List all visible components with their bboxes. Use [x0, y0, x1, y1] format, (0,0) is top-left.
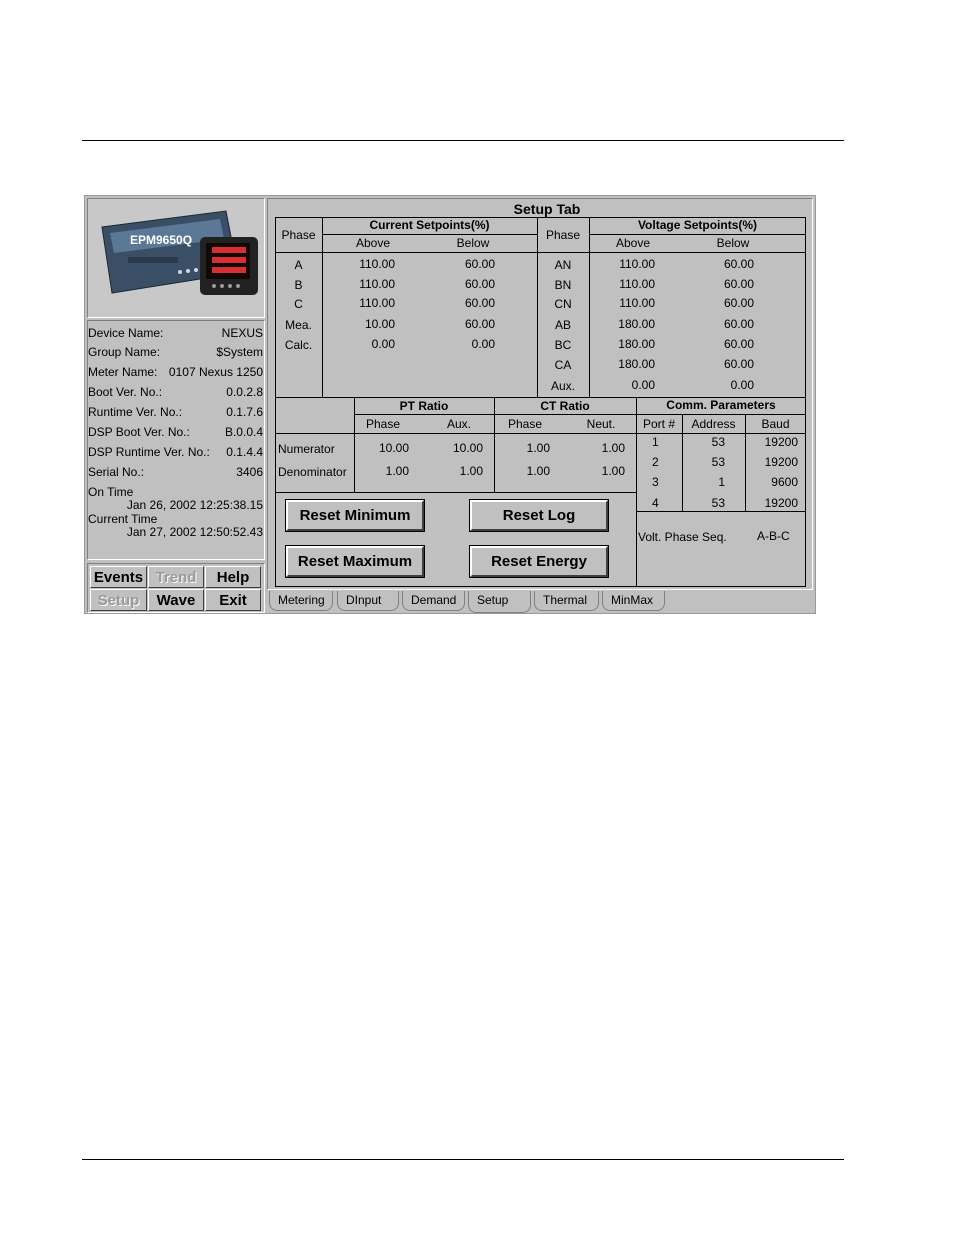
device-info-label: Boot Ver. No.: — [88, 385, 163, 399]
header-rule — [82, 140, 844, 141]
ct-neut-header: Neut. — [586, 417, 616, 431]
device-info-value: 0.0.2.8 — [226, 385, 263, 399]
voltage-above-cell: 110.00 — [619, 257, 655, 271]
comm-address-header: Address — [691, 417, 736, 431]
comm-port-header: Port # — [642, 417, 675, 431]
current-above-cell: 0.00 — [371, 337, 395, 351]
ratio-row-label: Denominator — [278, 465, 347, 479]
voltage-below-cell: 60.00 — [723, 317, 754, 331]
current-below-cell: 60.00 — [464, 257, 495, 271]
current-phase-header: Phase — [281, 228, 316, 242]
voltage-above-cell: 110.00 — [619, 277, 655, 291]
pt-aux-cell: 1.00 — [459, 464, 483, 478]
device-info-label: Runtime Ver. No.: — [88, 405, 183, 419]
ct-phase-header: Phase — [507, 417, 543, 431]
help-button[interactable]: Help — [205, 566, 261, 588]
current-above-cell: 10.00 — [364, 317, 395, 331]
tab-dinput[interactable]: DInput — [337, 591, 399, 611]
voltage-above-cell: 180.00 — [618, 337, 655, 351]
current-above-cell: 110.00 — [359, 257, 395, 271]
voltage-below-cell: 60.00 — [723, 257, 754, 271]
voltage-phase-cell: BC — [554, 338, 572, 352]
device-image-frame — [87, 198, 265, 318]
on-time-label: On Time — [88, 485, 134, 499]
exit-button[interactable]: Exit — [205, 589, 261, 611]
comm-port-cell: 3 — [652, 475, 659, 489]
comm-port-cell: 4 — [652, 496, 659, 510]
ratio-row-label: Numerator — [278, 442, 335, 456]
voltage-below-cell: 60.00 — [723, 357, 754, 371]
current-above-header: Above — [355, 236, 391, 250]
voltage-below-cell: 60.00 — [723, 337, 754, 351]
comm-baud-cell: 19200 — [764, 496, 798, 510]
voltage-phase-cell: BN — [554, 278, 572, 292]
voltage-above-cell: 0.00 — [631, 378, 655, 392]
pt-phase-header: Phase — [365, 417, 401, 431]
device-info-value: NEXUS — [221, 326, 263, 340]
comm-baud-cell: 9600 — [771, 475, 798, 489]
current-above-cell: 110.00 — [359, 277, 395, 291]
device-info-value: 0.1.7.6 — [226, 405, 263, 419]
comm-baud-cell: 19200 — [764, 455, 798, 469]
comm-address-cell: 53 — [711, 435, 725, 449]
device-info-label: DSP Runtime Ver. No.: — [88, 445, 210, 459]
voltage-below-header: Below — [716, 236, 750, 250]
ct-ratio-header: CT Ratio — [540, 399, 590, 413]
tab-thermal[interactable]: Thermal — [534, 591, 599, 611]
pt-aux-cell: 10.00 — [452, 441, 483, 455]
current-phase-cell: Mea. — [285, 318, 312, 332]
current-time-value: Jan 27, 2002 12:50:52.43 — [126, 525, 263, 539]
tab-minmax[interactable]: MinMax — [602, 591, 665, 611]
panel-title: Setup Tab — [513, 201, 581, 217]
comm-address-cell: 53 — [711, 496, 725, 510]
voltage-phase-cell: CA — [554, 358, 572, 372]
voltage-below-cell: 60.00 — [723, 277, 754, 291]
device-info-label: Group Name: — [88, 345, 161, 359]
voltage-below-cell: 0.00 — [730, 378, 754, 392]
voltage-phase-cell: AB — [554, 318, 571, 332]
device-info-label: Meter Name: — [88, 365, 158, 379]
pt-ratio-header: PT Ratio — [399, 399, 449, 413]
current-below-cell: 60.00 — [464, 277, 495, 291]
device-info-label: Device Name: — [88, 326, 164, 340]
tab-metering[interactable]: Metering — [269, 591, 333, 611]
voltage-phase-header: Phase — [545, 228, 581, 242]
device-model-label: EPM9650Q — [130, 233, 193, 247]
voltage-above-cell: 180.00 — [618, 357, 655, 371]
current-below-cell: 0.00 — [471, 337, 495, 351]
pt-aux-header: Aux. — [446, 417, 471, 431]
device-info-value: 0107 Nexus 1250 — [168, 365, 263, 379]
voltage-below-cell: 60.00 — [723, 296, 754, 310]
pt-phase-cell: 10.00 — [378, 441, 409, 455]
device-info-value: 3406 — [236, 465, 263, 479]
comm-port-cell: 1 — [652, 435, 659, 449]
device-info-value: 0.1.4.4 — [226, 445, 263, 459]
volt-phase-seq-value: A-B-C — [757, 529, 790, 543]
reset-minimum-button[interactable]: Reset Minimum — [286, 500, 424, 531]
comm-port-cell: 2 — [652, 455, 659, 469]
current-below-cell: 60.00 — [464, 296, 495, 310]
current-phase-cell: A — [294, 258, 303, 272]
pt-phase-cell: 1.00 — [385, 464, 409, 478]
current-time-label: Current Time — [88, 512, 158, 526]
current-above-cell: 110.00 — [359, 296, 395, 310]
voltage-above-cell: 180.00 — [618, 317, 655, 331]
application-window — [84, 195, 816, 614]
reset-energy-button[interactable]: Reset Energy — [470, 546, 608, 577]
comm-parameters-header: Comm. Parameters — [666, 398, 776, 412]
tab-setup[interactable]: Setup — [468, 591, 531, 613]
ct-phase-cell: 1.00 — [526, 464, 550, 478]
device-info-label: Serial No.: — [88, 465, 145, 479]
ct-neut-cell: 1.00 — [601, 441, 625, 455]
voltage-above-header: Above — [615, 236, 651, 250]
current-below-header: Below — [456, 236, 490, 250]
on-time-value: Jan 26, 2002 12:25:38.15 — [126, 498, 263, 512]
comm-baud-header: Baud — [761, 417, 790, 431]
voltage-above-cell: 110.00 — [619, 296, 655, 310]
voltage-phase-cell: CN — [554, 297, 572, 311]
ct-phase-cell: 1.00 — [526, 441, 550, 455]
current-phase-cell: B — [294, 278, 303, 292]
current-phase-cell: C — [294, 297, 303, 311]
device-info-value: $System — [216, 345, 263, 359]
reset-maximum-button[interactable]: Reset Maximum — [286, 546, 424, 577]
comm-address-cell: 53 — [711, 455, 725, 469]
current-below-cell: 60.00 — [464, 317, 495, 331]
events-button[interactable]: Events — [90, 566, 147, 588]
current-setpoints-header: Current Setpoints(%) — [369, 218, 490, 232]
voltage-setpoints-header: Voltage Setpoints(%) — [637, 218, 758, 232]
device-image — [88, 199, 264, 317]
volt-phase-seq-label: Volt. Phase Seq. — [638, 530, 727, 544]
current-phase-cell: Calc. — [284, 338, 313, 352]
device-info-label: DSP Boot Ver. No.: — [88, 425, 190, 439]
comm-address-cell: 1 — [718, 475, 725, 489]
footer-rule — [82, 1159, 844, 1160]
reset-log-button[interactable]: Reset Log — [470, 500, 608, 531]
voltage-phase-cell: AN — [554, 258, 572, 272]
voltage-phase-cell: Aux. — [550, 379, 575, 393]
setup-button[interactable]: Setup — [90, 589, 147, 611]
trend-button[interactable]: Trend — [148, 566, 204, 588]
tab-demand[interactable]: Demand — [402, 591, 465, 611]
tab-strip — [269, 591, 709, 613]
wave-button[interactable]: Wave — [148, 589, 204, 611]
comm-baud-cell: 19200 — [764, 435, 798, 449]
ct-neut-cell: 1.00 — [601, 464, 625, 478]
device-info-value: B.0.0.4 — [224, 425, 263, 439]
